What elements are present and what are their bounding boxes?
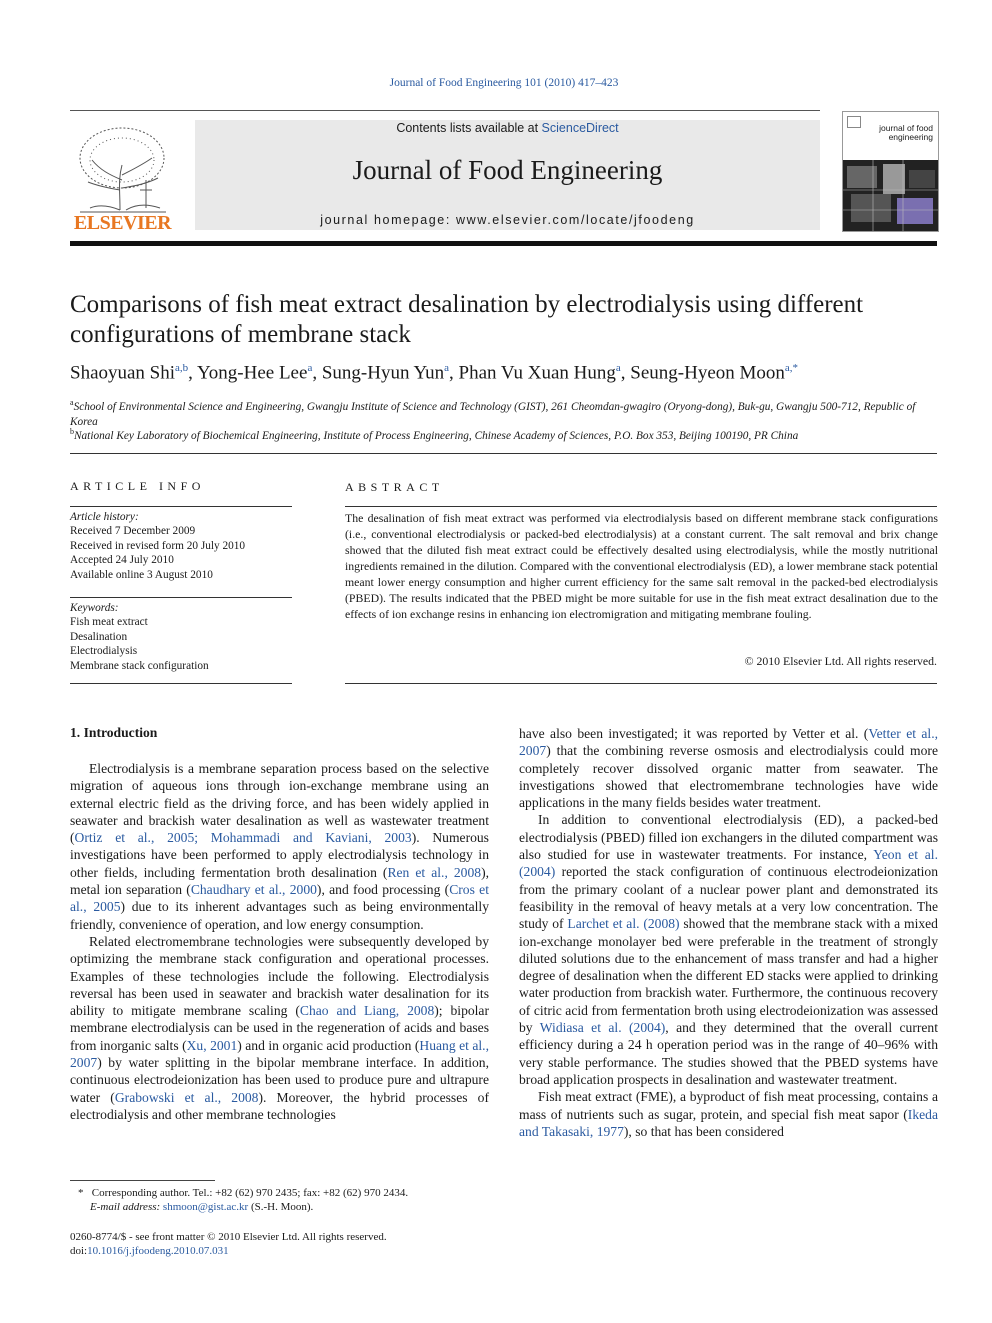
citation-link[interactable]: Ortiz et al., 2005; Mohammadi and Kaviani, 2003 bbox=[74, 830, 412, 846]
affiliation-b bbox=[70, 424, 940, 444]
keyword: Electrodialysis bbox=[70, 645, 138, 658]
issn-line: 0260-8774/$ - see front matter © 2010 Elsevier Ltd. All rights reserved. bbox=[70, 1231, 387, 1243]
keyword: Desalination bbox=[70, 630, 128, 643]
body-text: Electrodialysis is a membrane separation process based on the selective migration of aqueous ions through ion-exchange membrane using an external electric field as the driving force, and has been widely applied in seawater and brackish water desalination as well as wastewater treatment ( bbox=[70, 761, 489, 846]
body-text: In addition to conventional electrodialysis (ED), a packed-bed electrodialysis (PBED) filled ion exchangers in the diluted compartment was also studied for use in wastewater treatments. For instance, bbox=[519, 812, 938, 863]
body-paragraph bbox=[70, 933, 489, 1123]
author-name: Sung-Hyun Yun bbox=[321, 362, 445, 384]
email-link[interactable]: shmoon@gist.ac.kr bbox=[162, 1201, 249, 1213]
contents-prefix: Contents lists available at bbox=[396, 121, 542, 135]
citation-link[interactable]: Ren et al., 2008 bbox=[387, 864, 482, 880]
doi-label: doi: bbox=[70, 1245, 88, 1257]
author-list: Shaoyuan Shi$^{a,b}$, Yong-Hee Lee$^a$, Sung-Hyun Yun$^a$, Phan Vu Xuan Hung$^a$, Seung-Hyeon Moon$^{a,*}$ bbox=[70, 362, 799, 384]
abstract-text: The desalination of fish meat extract was performed via electrodialysis based on different membrane stack configurations (i.e., conventional electrodialysis or packed-bed electrodialysis) at a constant current. The salt removal and brix change showed that the diluted fish meat extract could be effectively desalted using electrodialysis, while the mostly nutritional ingredients remained in the dilution. Compared with the conventional electrodialysis (ED), a lower membrane stack potential meant lower energy consumption and higher current efficiency for the same salt removal in the packed-bed electrodialysis (PBED). The results indicated that the PBED might be more suitable for use in the fish meat extract desalination due to the effects of ion exchange resins in enhancing ion electromigration and mitigating membrane fouling. bbox=[345, 511, 938, 621]
body-paragraph bbox=[519, 1088, 938, 1140]
author-affiliation-marker[interactable]: a,b bbox=[175, 362, 189, 374]
body-text: ); bipolar membrane electrodialysis can be used in the regeneration of acids and bases from inorganic salts ( bbox=[70, 1003, 489, 1053]
body-text: Related electromembrane technologies were subsequently developed by optimizing the membrane stack configuration and operational processes. Examples of these technologies include the following. Electrodialysis reversal has been used in seawater and brackish water desalination for its ability to mitigate membrane scaling ( bbox=[70, 933, 489, 1019]
body-text: ), metal ion separation ( bbox=[70, 864, 489, 898]
article-info-heading: ARTICLE INFO bbox=[70, 479, 205, 493]
keyword: Fish meat extract bbox=[70, 616, 148, 629]
history-received: Received 7 December 2009 bbox=[70, 525, 196, 538]
author-affiliation-marker[interactable]: a bbox=[615, 362, 621, 374]
citation-link[interactable]: Huang et al., 2007 bbox=[70, 1037, 489, 1071]
citation-link[interactable]: Chaudhary et al., 2000 bbox=[190, 882, 317, 898]
citation-link[interactable]: Yeon et al. (2004) bbox=[519, 847, 938, 880]
affiliation-rule bbox=[70, 453, 937, 454]
journal-homepage[interactable]: journal homepage: www.elsevier.com/locate/jfoodeng bbox=[320, 213, 695, 227]
keywords-block bbox=[70, 601, 292, 673]
body-text: have also been investigated; it was reported by Vetter et al. ( bbox=[519, 726, 869, 741]
body-text: ) and in organic acid production ( bbox=[237, 1037, 420, 1053]
author-affiliation-marker[interactable]: a bbox=[307, 362, 313, 374]
history-online: Available online 3 August 2010 bbox=[70, 568, 213, 581]
doi-link[interactable]: 10.1016/j.jfoodeng.2010.07.031 bbox=[87, 1245, 229, 1257]
body-text: ) due to its inherent advantages such as being environmentally friendly, convenience of operation, and low energy consumption. bbox=[70, 899, 489, 932]
body-text: showed that the membrane stack with a mixed ion-exchange monolayer bed were preferable in the treatment of strongly diluted solutions due to the enhancement of mass transfer and had a higher degree of desalination when the different ED stacks were applied to drinking water production from brackish water. Furthermore, the continuous recovery of citric acid from fermentation broth using electrodeionization was assessed by bbox=[519, 916, 938, 1036]
corresponding-author-footnote bbox=[70, 1186, 500, 1214]
body-text: ), so that has been considered bbox=[623, 1123, 784, 1139]
body-text: ), and food processing ( bbox=[316, 882, 450, 898]
cover-artwork bbox=[843, 160, 938, 231]
body-text: ) by water splitting in the bipolar membrane interface. In addition, continuous electrodeionization has been used to produce pure and ultrapure water ( bbox=[70, 1055, 489, 1105]
article-title: Comparisons of fish meat extract desalination by electrodialysis using different configurations of membrane stack bbox=[70, 291, 864, 348]
abstract-rule bbox=[345, 506, 937, 507]
section-heading-introduction: 1. Introduction bbox=[70, 725, 158, 740]
history-revised: Received in revised form 20 July 2010 bbox=[70, 539, 246, 552]
body-text: Fish meat extract (FME), a byproduct of fish meat processing, contains a mass of nutrients such as sugar, protein, and special fish meat sapor ( bbox=[519, 1089, 938, 1122]
affiliation-key: a bbox=[70, 398, 74, 407]
body-text: ). Moreover, the hybrid processes of electrodialysis and other membrane technologies bbox=[70, 1089, 489, 1122]
affiliation-text: School of Environmental Science and Engineering, Gwangju Institute of Science and Technology (GIST), 261 Cheomdan-gwagiro (Oryong-dong), Buk-gu, Gwangju 500-712, Republic of Korea bbox=[70, 400, 916, 428]
history-accepted: Accepted 24 July 2010 bbox=[70, 554, 174, 567]
citation-link[interactable]: Widiasa et al. (2004) bbox=[539, 1020, 666, 1036]
contents-line bbox=[195, 121, 820, 135]
cover-title: journal of food engineering bbox=[879, 123, 933, 142]
top-rule bbox=[70, 110, 820, 111]
article-info-rule bbox=[70, 506, 292, 507]
journal-citation-link[interactable]: Journal of Food Engineering 101 (2010) 417–423 bbox=[389, 77, 619, 89]
citation-link[interactable]: Larchet et al. (2008) bbox=[567, 916, 680, 932]
sciencedirect-link[interactable]: ScienceDirect bbox=[541, 121, 619, 135]
footnote-star: * bbox=[78, 1187, 84, 1199]
author-name: Yong-Hee Lee bbox=[196, 362, 308, 384]
citation-link[interactable]: Ikeda and Takasaki, 1977 bbox=[519, 1106, 938, 1139]
abstract-heading: ABSTRACT bbox=[345, 480, 444, 494]
keywords-rule bbox=[70, 597, 292, 598]
footnote-rule bbox=[70, 1180, 215, 1181]
article-info-bottom-rule bbox=[70, 683, 292, 684]
body-paragraph bbox=[70, 760, 489, 933]
affiliation-text: National Key Laboratory of Biochemical Engineering, Institute of Process Engineering, Chinese Academy of Sciences, P.O. Box 353, Beijing 100190, PR China bbox=[74, 429, 799, 442]
affiliation-key: b bbox=[70, 427, 74, 436]
author-name: Seung-Hyeon Moon bbox=[630, 362, 785, 384]
body-text: ). Numerous investigations have been performed to apply electrodialysis technology in other fields, including fermentation broth desalination ( bbox=[70, 830, 489, 880]
doi-line bbox=[70, 1244, 500, 1258]
citation-link[interactable]: Cros et al., 2005 bbox=[70, 882, 489, 915]
article-history bbox=[70, 510, 292, 582]
keyword: Membrane stack configuration bbox=[70, 659, 209, 672]
elsevier-wordmark: ELSEVIER bbox=[73, 212, 172, 234]
author-affiliation-marker[interactable]: a,* bbox=[784, 362, 799, 374]
citation-link[interactable]: Chao and Liang, 2008 bbox=[299, 1003, 435, 1019]
footnote-corresponding: Corresponding author. Tel.: +82 (62) 970 2435; fax: +82 (62) 970 2434. bbox=[91, 1187, 409, 1199]
body-column-right bbox=[519, 725, 938, 1140]
body-text: ) that the combining reverse osmosis and electrodialysis could more completely recover dissolved organic matter from seawater. The investigations showed that electromembrane technologies have wide applications in the many fields besides water treatment. bbox=[519, 743, 938, 811]
abstract-bottom-rule bbox=[345, 683, 937, 684]
journal-cover-thumbnail bbox=[842, 111, 939, 232]
body-paragraph bbox=[519, 725, 938, 811]
keywords-label: Keywords: bbox=[70, 602, 119, 614]
citation-link[interactable]: Xu, 2001 bbox=[186, 1037, 238, 1053]
citation-link[interactable]: Grabowski et al., 2008 bbox=[114, 1089, 259, 1105]
author-name: Shaoyuan Shi bbox=[70, 362, 176, 384]
issn-doi-block bbox=[70, 1230, 500, 1258]
citation-link[interactable]: Vetter et al., 2007 bbox=[519, 726, 939, 759]
author-name: Phan Vu Xuan Hung bbox=[458, 362, 616, 384]
body-text: reported the stack configuration of continuous electrodeionization from the primary coolant of a nuclear power plant and demonstrated its feasibility in the removal of heavy metals at a very low concentration. The study of bbox=[519, 864, 938, 932]
journal-name: Journal of Food Engineering bbox=[352, 155, 663, 185]
body-paragraph bbox=[519, 811, 938, 1088]
article-history-label: Article history: bbox=[70, 511, 139, 523]
body-text: , and they determined that the overall current efficiency during a 24 h operation period was in the range of 40–96% with very stable performance. The studies showed that the PBED systems have broad application prospects in desalination and wastewater treatment. bbox=[519, 1020, 938, 1087]
abstract-copyright: © 2010 Elsevier Ltd. All rights reserved. bbox=[744, 654, 937, 668]
author-affiliation-marker[interactable]: a bbox=[444, 362, 449, 374]
email-label: E-mail address: bbox=[90, 1201, 161, 1213]
footnote-line-1 bbox=[70, 1186, 500, 1200]
footnote-line-2 bbox=[70, 1200, 500, 1214]
email-owner: (S.-H. Moon). bbox=[250, 1201, 314, 1213]
header-thick-rule bbox=[70, 241, 937, 246]
body-column-left bbox=[70, 760, 489, 1123]
